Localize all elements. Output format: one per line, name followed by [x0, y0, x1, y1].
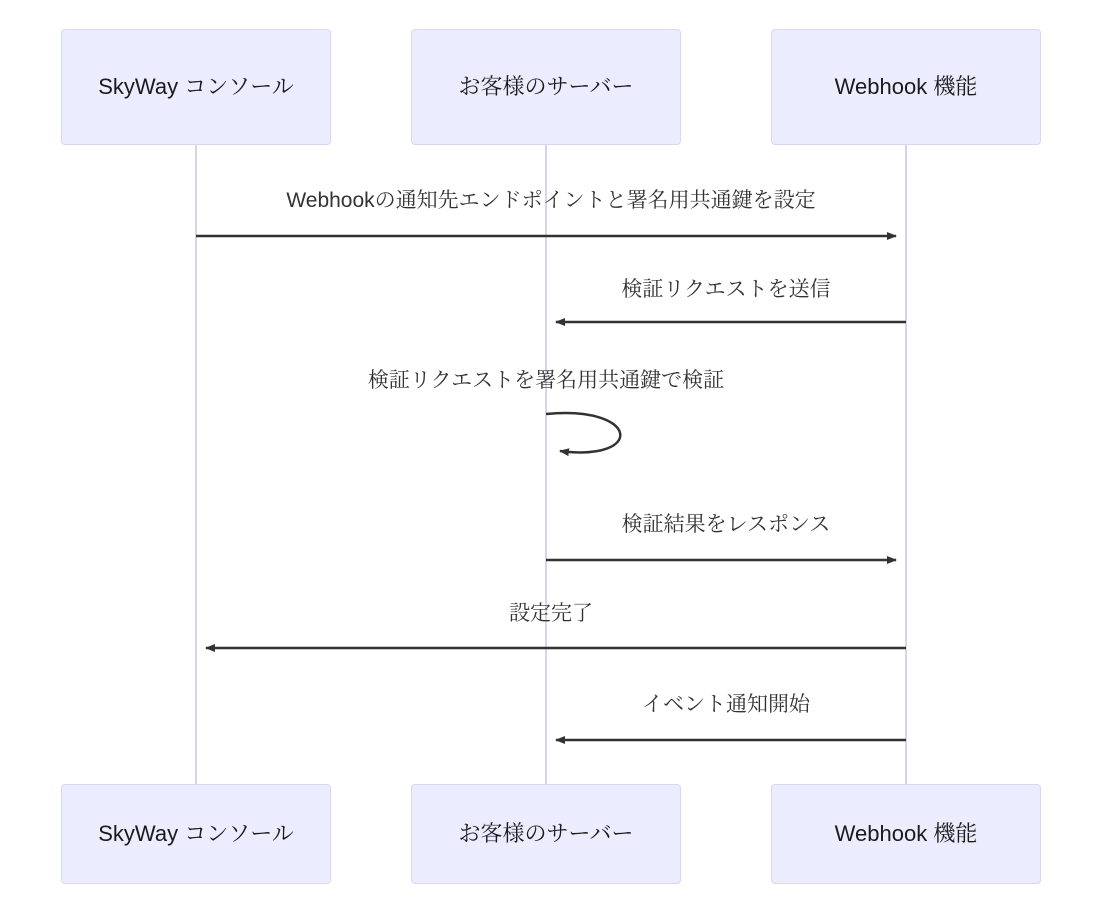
lifeline-webhook — [905, 145, 907, 785]
actor-box-console-bottom[interactable] — [61, 784, 331, 884]
actor-box-server-bottom[interactable] — [411, 784, 681, 884]
actor-box-server-top[interactable] — [411, 29, 681, 145]
message-label-6: イベント通知開始 — [642, 693, 810, 716]
actor-label-console-bottom: SkyWay コンソール — [98, 820, 294, 846]
lifeline-server — [545, 145, 547, 785]
actor-label-server-top: お客様のサーバー — [458, 73, 634, 99]
message-arrow-3-self — [546, 413, 620, 452]
message-label-3: 検証リクエストを署名用共通鍵で検証 — [367, 369, 725, 392]
actor-box-webhook-bottom[interactable] — [771, 784, 1041, 884]
actor-label-server-bottom: お客様のサーバー — [458, 820, 634, 846]
actor-box-webhook-top[interactable] — [771, 29, 1041, 145]
lifeline-console — [195, 145, 197, 785]
message-label-2: 検証リクエストを送信 — [621, 278, 831, 301]
actor-box-console-top[interactable] — [61, 29, 331, 145]
actor-label-console-top: SkyWay コンソール — [98, 73, 294, 99]
actor-label-webhook-top: Webhook 機能 — [834, 73, 978, 99]
message-label-1: Webhookの通知先エンドポイントと署名用共通鍵を設定 — [286, 189, 816, 212]
message-label-5: 設定完了 — [509, 602, 593, 625]
actor-label-webhook-bottom: Webhook 機能 — [834, 820, 978, 846]
message-label-4: 検証結果をレスポンス — [621, 513, 831, 536]
